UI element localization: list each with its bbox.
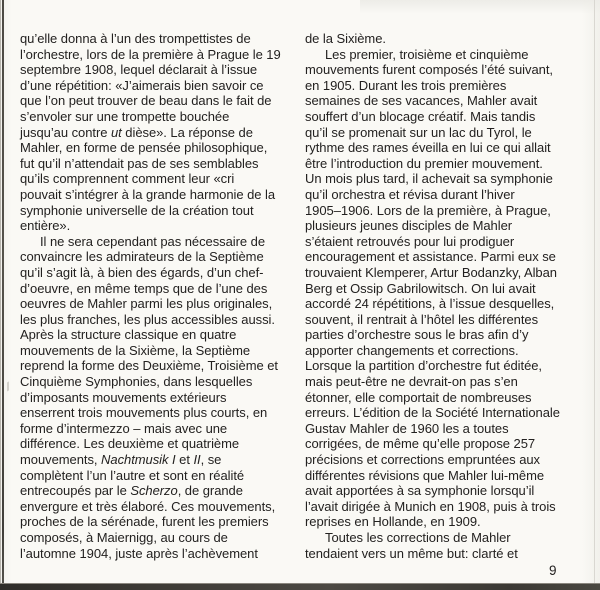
text-column-left — [20, 31, 304, 561]
paragraph: Les premier, troisième et cinquième mouvements furent composés l’été suivant, en 1905. Durant les trois premières semaines de ses vacances, Mahler avait souffert d’un blocage créatif. Mais tandis qu’il se promenait sur un lac du Tyrol, le rythme des rames éveilla en lui ce qui allait être l’introduction du premier mouvement. Un mois plus tard, il achevait sa symphonie qu’il orchestra et révisa durant l’hiver 1905–1906. Lors de la première, à Prague, plusieurs jeunes disciples de Mahler s’étaient retrouvés pour lui prodiguer encouragement et assistance. Parmi eux se trouvaient Klemperer, Artur Bodanzky, Alban Berg et Ossip Gabrilowitsch. On lui avait accordé 24 répétitions, à l’issue desquelles, souvent, il rentrait à l’hôtel les différentes parties d’orchestre sous le bras afin d’y apporter changements et corrections. Lorsque la partition d’orchestre fut éditée, mais peut-être ne devrait-on pas s’en étonner, elle comportait de nombreuses erreurs. L’édition de la Société Internationale Gustav Mahler de 1960 les a toutes corrigées, de même qu’elle propose 257 précisions et corrections empruntées aux différentes révisions que Mahler lui-même avait apportées à sa symphonie lorsqu’il l’avait dirigée à Munich en 1908, puis à trois reprises en Hollande, en 1909. — [305, 46, 560, 530]
paragraph: Il ne sera cependant pas nécessaire de convaincre les admirateurs de la Septième qu’il s’agit là, à bien des égards, d’un chef- d’oeuvre, en même temps que de l’une des oeuvres de Mahler parmi les plus originales, les plus franches, les plus accessibles aussi. Après la structure classique en quatre mouvements de la Sixième, la Septième reprend la forme des Deuxième, Troisième et Cinquième Symphonies, dans lesquelles d’imposants mouvements extérieurs enserrent trois mouvements plus courts, en forme d’intermezzo – mais avec une différence. Les deuxième et quatrième mouvements, Nachtmusik I et II, se complètent l’un l’autre et sont en réalité entrecoupés par le Scherzo, de grande envergure et très élaboré. Ces mouvements, proches de la sérénade, furent les premiers composés, à Maiernigg, au cours de l’automne 1904, juste après l’achèvement — [20, 233, 278, 561]
paragraph: Toutes les corrections de Mahler tendaient vers un même but: clarté et — [305, 530, 518, 561]
scan-edge-left — [2, 0, 4, 590]
scan-edge-bottom — [0, 583, 600, 590]
scan-edge-right — [594, 0, 595, 584]
scan-shading-top — [360, 0, 600, 14]
paragraph: qu’elle donna à l’un des trompettistes de l’orchestre, lors de la première à Prague le 19 septembre 1908, lequel déclarait à l’issue d’une répétition: «J’aimerais bien savoir ce que l’on peut trouver de beau dans le fait de s’envoler sur une trompette bouchée jusqu’au contre ut dièse». La réponse de Mahler, en forme de pensée philosophique, fut qu’il n’attendait pas de ses semblables qu’ils comprennent comment leur «cri pouvait s’intégrer à la grande harmonie de la symphonie universelle de la création tout entière». — [20, 31, 281, 234]
paragraph: de la Sixième. — [305, 31, 386, 46]
page-number: 9 — [549, 563, 557, 578]
scan-edge-left-outer — [0, 0, 1, 590]
text-column-right — [305, 31, 589, 561]
